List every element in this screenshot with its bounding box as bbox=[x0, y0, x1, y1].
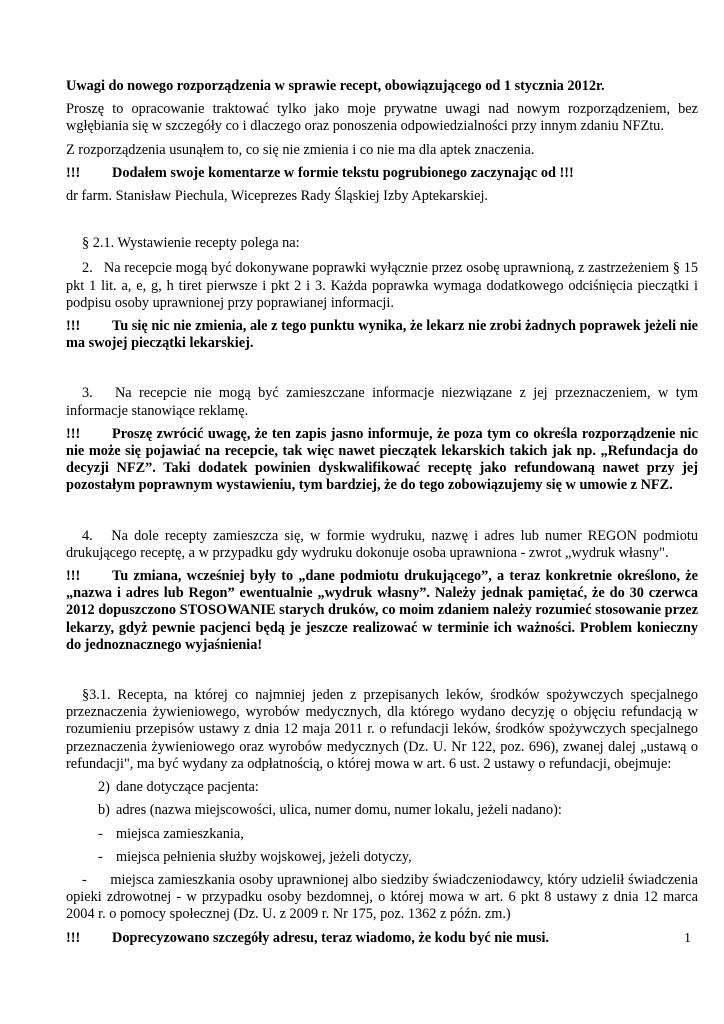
paragraph-4: 4. Na dole recepty zamieszcza się, w formie wydruku, nazwę i adres lub numer REGON podmiotu drukującego receptę, a w przypadku gdy wydruku dokonuje osoba uprawniona - zwrot „wydruk własny". bbox=[66, 527, 698, 561]
list-item-dash-3: - miejsca zamieszkania osoby uprawnionej albo siedziby świadczeniodawcy, który udzielił świadczenia opieki zdrowotnej - w przypadku osoby bezdomnej, o której mowa w art. 6 pkt 8 ustawy z dnia 12 marca 2004 r. o pomocy społecznej (Dz. U. z 2009 r. Nr 175, poz. 1362 z późn. zm.) bbox=[66, 871, 698, 923]
comment-5 bbox=[66, 930, 698, 947]
comment-marker: !!! bbox=[66, 929, 81, 946]
list-marker: - bbox=[98, 848, 103, 865]
comment-4-text: Tu zmiana, wcześniej były to „dane podmiotu drukującego”, a teraz konkretnie określono, że „nazwa i adres lub Regon” ewentualnie „wydruk własny”. Należy jednak pamiętać, że do 30 czerwca 2012 dopuszczono STOSOWANIE starych druków, co moim zdaniem należy rozumieć stosowanie przez lekarzy, gdyż pewnie pacjenci będą je jeszcze realizować w terminie ich ważności. Problem konieczny do jednoznacznego wyjaśnienia! bbox=[66, 568, 698, 653]
list-item-dash-1 bbox=[66, 826, 698, 843]
comment-4 bbox=[66, 568, 698, 654]
intro-paragraph: Proszę to opracowanie traktować tylko jako moje prywatne uwagi nad nowym rozporządzeniem, bez wgłębiania się w szczegóły co i dlaczego oraz ponoszenia odpowiedzialności przy innym zdaniu NFZtu. bbox=[66, 101, 698, 135]
comment-3 bbox=[66, 426, 698, 495]
section-3-1: §3.1. Recepta, na której co najmniej jeden z przepisanych leków, środków spożywczych specjalnego przeznaczenia żywieniowego, wyrobów medycznych, dla którego wydano decyzję o objęciu refundacją w rozumieniu przepisów ustawy z dnia 12 maja 2011 r. o refundacji leków, środków spożywczych specjalnego przeznaczenia żywieniowego oraz wyrobów medycznych (Dz. U. Nr 122, poz. 696), zwanej dalej „ustawą o refundacji", ma być wydany za odpłatnością, o której mowa w art. 6 ust. 2 ustawy o refundacji, obejmuje: bbox=[66, 687, 698, 772]
list-item-text: miejsca zamieszkania, bbox=[116, 825, 244, 842]
page-number: 1 bbox=[684, 931, 691, 946]
comment-2-text: Tu się nic nie zmienia, ale z tego punktu wynika, że lekarz nie zrobi żadnych poprawek jeżeli nie ma swojej pieczątki lekarskiej. bbox=[66, 318, 698, 352]
intro-paragraph-2: Z rozporządzenia usunąłem to, co się nie zmienia i co nie ma dla aptek znaczenia. bbox=[66, 141, 535, 158]
list-item-2 bbox=[66, 779, 698, 796]
list-marker: - bbox=[98, 825, 103, 842]
list-item-text: dane dotyczące pacjenta: bbox=[116, 779, 259, 796]
comment-2 bbox=[66, 318, 698, 352]
author-note-text: Dodałem swoje komentarze w formie tekstu pogrubionego zaczynając od !!! bbox=[112, 164, 574, 181]
comment-marker: !!! bbox=[66, 318, 81, 335]
comment-marker: !!! bbox=[66, 164, 81, 181]
document-page bbox=[66, 78, 698, 947]
author-note bbox=[66, 165, 698, 182]
author-signature: dr farm. Stanisław Piechula, Wiceprezes Rady Śląskiej Izby Aptekarskiej. bbox=[66, 188, 488, 205]
list-marker: b) bbox=[98, 802, 110, 819]
paragraph-3: 3. Na recepcie nie mogą być zamieszczane informacje niezwiązane z jej przeznaczeniem, w tym informacje stanowiące reklamę. bbox=[66, 385, 698, 419]
section-heading-2-1: § 2.1. Wystawienie recepty polega na: bbox=[82, 235, 300, 252]
comment-marker: !!! bbox=[66, 425, 81, 442]
comment-5-text: Doprecyzowano szczegóły adresu, teraz wiadomo, że kodu być nie musi. bbox=[112, 929, 550, 946]
comment-3-text: Proszę zwrócić uwagę, że ten zapis jasno informuje, że poza tym co określa rozporządzenie nic nie może się pojawiać na recepcie, tak więc nawet pieczątek lekarskich takich jak np. „Refundacja do decyzji NFZ”. Taki dodatek powinien dyskwalifikować receptę jako refundowaną nawet przy jej pozostałym poprawnym wystawieniu, tym bardziej, że do tego zobowiązujemy się w umowie z NFZ. bbox=[66, 425, 698, 494]
list-item-b bbox=[66, 802, 698, 819]
comment-marker: !!! bbox=[66, 568, 81, 585]
document-title: Uwagi do nowego rozporządzenia w sprawie recept, obowiązującego od 1 stycznia 2012r. bbox=[66, 78, 605, 94]
paragraph-2: 2. Na recepcie mogą być dokonywane poprawki wyłącznie przez osobę uprawnioną, z zastrzeżeniem § 15 pkt 1 lit. a, e, g, h tiret pierwsze i pkt 2 i 3. Każda poprawka wymaga dodatkowego odciśnięcia pieczątki i podpisu osoby uprawnionej przy poprawianej informacji. bbox=[66, 260, 698, 311]
list-item-dash-2 bbox=[66, 849, 698, 866]
list-item-text: adres (nazwa miejscowości, ulica, numer domu, numer lokalu, jeżeli nadano): bbox=[116, 802, 562, 819]
list-marker: 2) bbox=[98, 779, 110, 796]
list-item-text: miejsca pełnienia służby wojskowej, jeżeli dotyczy, bbox=[116, 848, 412, 865]
